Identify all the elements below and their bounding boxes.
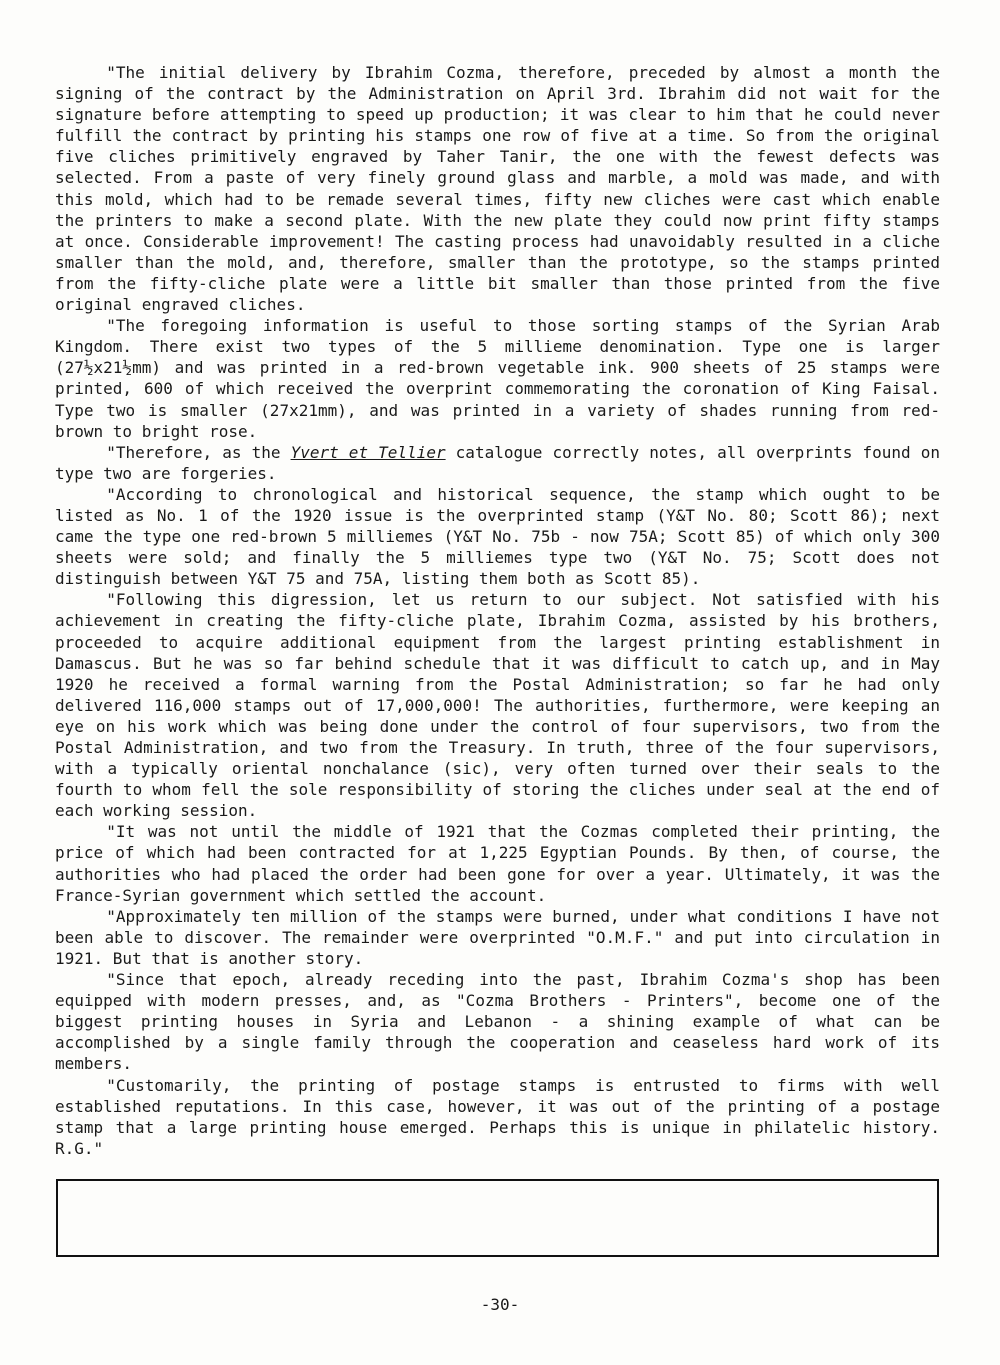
paragraph-ten-million-burned: "Approximately ten million of the stamps were burned, under what conditions I have not been able to discover. The remainder were overprinted "O.M.F." and put into circulation in 1921. But that is another story. (55, 906, 940, 968)
paragraph-foregoing-information: "The foregoing information is useful to those sorting stamps of the Syrian Arab Kingdom. There exist two types of the 5 millieme denomination. Type one is larger (27½x21½mm) and was printed in a red-brown vegetable ink. 900 sheets of 25 stamps were printed, 600 of which received the overprint commemorating the coronation of King Faisal. Type two is smaller (27x21mm), and was printed in a variety of shades running from red-brown to bright rose. (55, 316, 940, 441)
paragraph-initial-delivery: "The initial delivery by Ibrahim Cozma, therefore, preceded by almost a month the signing of the contract by the Administration on April 3rd. Ibrahim did not wait for the signature before attempting to speed up production; it was clear to him that he could never fulfill the contract by printing his stamps one row of five at a time. So from the original five cliches primitively engraved by Taher Tanir, the one with the fewest defects was selected. From a paste of very finely ground glass and marble, a mold was made, and with this mold, which had to be remade several times, fifty new cliches were cast which enable the printers to make a second plate. With the new plate they could now print fifty stamps at once. Considerable improvement! The casting process had unavoidably resulted in a cliche smaller than the mold, and, therefore, smaller than the prototype, so the stamps printed from the fifty-cliche plate were a little bit smaller than those printed from the five original engraved cliches. (55, 63, 940, 315)
paragraph-middle-of-1921: "It was not until the middle of 1921 that the Cozmas completed their printing, the price of which had been contracted for at 1,225 Egyptian Pounds. By then, of course, the authorities who had placed the order had been gone for over a year. Ultimately, it was the France-Syrian government which settled the account. (55, 822, 940, 905)
paragraph-since-that-epoch: "Since that epoch, already receding into the past, Ibrahim Cozma's shop has been equipped with modern presses, and, as "Cozma Brothers - Printers", become one of the biggest printing houses in Syria and Lebanon - a shining example of what can be accomplished by a single family through the cooperation and ceaseless hard work of its members. (55, 970, 940, 1074)
page-number: -30- (480, 1295, 520, 1314)
empty-bordered-box (56, 1179, 939, 1257)
paragraph-text-tail: catalogue correctly notes, all overprints found on type two are forgeries. (55, 442, 941, 483)
paragraph-text-lead: "Therefore, as the (106, 442, 291, 462)
paragraph-following-digression: "Following this digression, let us return to our subject. Not satisfied with his achievement in creating the fifty-cliche plate, Ibrahim Cozma, assisted by his brothers, proceeded to acquire additional equipment from the largest printing establishment in Damascus. But he was so far behind schedule that it was difficult to catch up, and in May 1920 he received a formal warning from the Postal Administration; so far he had only delivered 116,000 stamps out of 17,000,000! The authorities, furthermore, were keeping an eye on his work which was being done under the control of four supervisors, two from the Postal Administration, and two from the Treasury. In truth, three of the four supervisors, with a typically oriental nonchalance (sic), very often turned over their seals to the fourth to whom fell the sole responsibility of storing the cliches under seal at the end of each working session. (55, 590, 940, 821)
article-body (55, 62, 940, 1159)
paragraph-customarily: "Customarily, the printing of postage stamps is entrusted to firms with well established reputations. In this case, however, it was out of the printing of a postage stamp that a large printing house emerged. Perhaps this is unique in philatelic history. R.G." (55, 1075, 940, 1158)
catalogue-title: Yvert et Tellier (290, 442, 446, 462)
paragraph-chronological-sequence: "According to chronological and historical sequence, the stamp which ought to be listed as No. 1 of the 1920 issue is the overprinted stamp (Y&T No. 80; Scott 86); next came the type one red-brown 5 milliemes (Y&T No. 75b - now 75A; Scott 85) of which only 300 sheets were sold; and finally the 5 milliemes type two (Y&T No. 75; Scott does not distinguish between Y&T 75 and 75A, listing them both as Scott 85). (55, 484, 940, 589)
paragraph-therefore-forgeries (55, 442, 940, 484)
